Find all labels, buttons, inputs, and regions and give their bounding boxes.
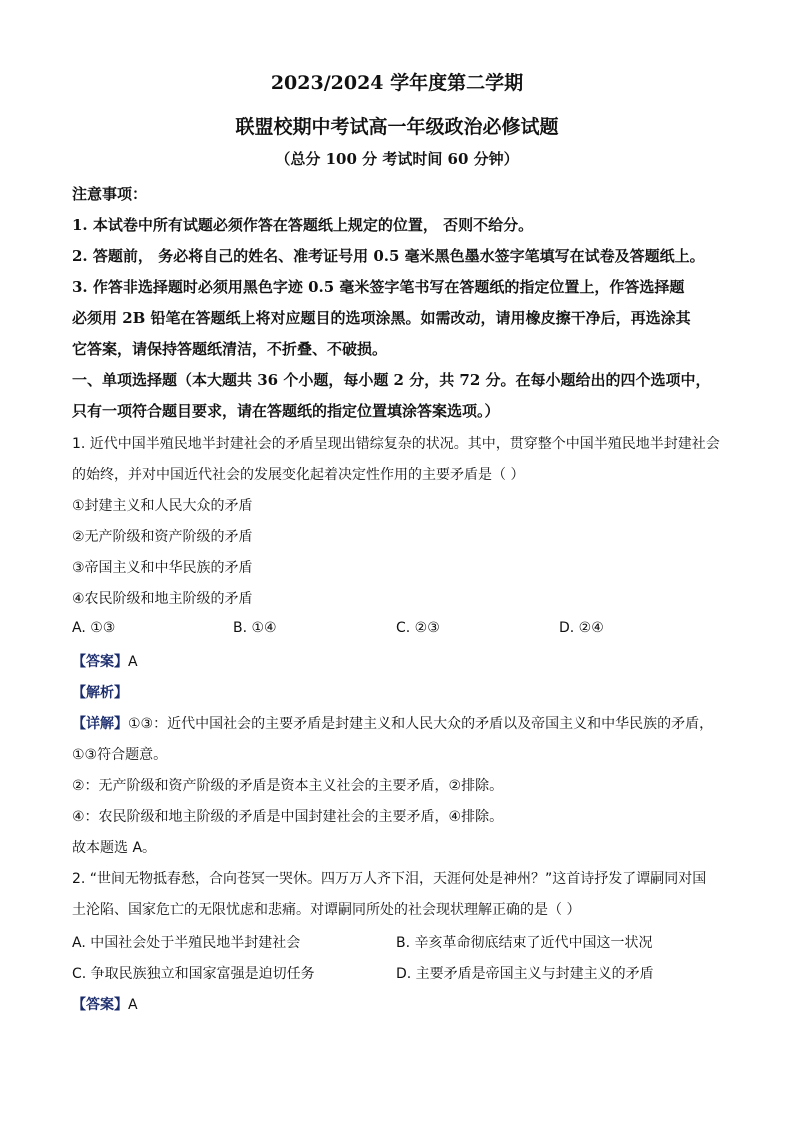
q1-option-a: A. ①③: [72, 620, 116, 636]
q2-option-d: D. 主要矛盾是帝国主义与封建主义的矛盾: [396, 966, 654, 982]
q1-item-4: ④农民阶级和地主阶级的矛盾: [72, 591, 253, 607]
q1-detail-line-2: ①③符合题意。: [72, 747, 168, 763]
title-line-2: 联盟校期中考试高一年级政治必修试题: [235, 116, 559, 138]
subtitle: （总分 100 分 考试时间 60 分钟）: [275, 150, 519, 168]
q1-answer-value: A: [128, 654, 138, 670]
notice-item-1: 1. 本试卷中所有试题必须作答在答题纸上规定的位置， 否则不给分。: [72, 216, 534, 234]
notice-item-3-line-2: 必须用 2B 铅笔在答题纸上将对应题目的选项涂黑。如需改动，请用橡皮擦干净后，再选涂其: [72, 309, 691, 327]
q1-item-3: ③帝国主义和中华民族的矛盾: [72, 560, 253, 576]
q2-stem-line-1: 2. “世间无物抵春愁，合向苍冥一哭休。四万万人齐下泪，天涯何处是神州？”这首诗抒发了谭嗣同对国: [72, 871, 707, 887]
q2-answer-value: A: [128, 997, 138, 1013]
q1-conclusion: 故本题选 A。: [72, 840, 157, 856]
q1-item-2: ②无产阶级和资产阶级的矛盾: [72, 529, 253, 545]
q1-answer-tag: 【答案】: [72, 654, 128, 670]
title-line-1: 2023/2024 学年度第二学期: [270, 72, 524, 94]
q2-option-a: A. 中国社会处于半殖民地半封建社会: [72, 935, 301, 951]
section-heading-line-1: 一、单项选择题（本大题共 36 个小题，每小题 2 分，共 72 分。在每小题给出的四个选项中，: [72, 371, 711, 389]
q2-stem-line-2: 土沦陷、国家危亡的无限忧虑和悲痛。对谭嗣同所处的社会现状理解正确的是（ ）: [72, 902, 581, 918]
q2-answer-tag: 【答案】: [72, 997, 128, 1013]
q1-detail-line-4: ④：农民阶级和地主阶级的矛盾是中国封建社会的主要矛盾，④排除。: [72, 809, 504, 825]
notice-heading: 注意事项：: [72, 185, 148, 203]
q2-option-b: B. 辛亥革命彻底结束了近代中国这一状况: [396, 935, 653, 951]
q1-stem-line-1: 1. 近代中国半殖民地半封建社会的矛盾呈现出错综复杂的状况。其中，贯穿整个中国半殖民地半封建社会: [72, 436, 720, 452]
q1-detail-line-1: ①③：近代中国社会的主要矛盾是封建主义和人民大众的矛盾以及帝国主义和中华民族的矛盾，: [128, 716, 714, 732]
q2-option-c: C. 争取民族独立和国家富强是迫切任务: [72, 966, 315, 982]
notice-item-2: 2. 答题前， 务必将自己的姓名、准考证号用 0.5 毫米黑色墨水签字笔填写在试卷及答题纸上。: [72, 247, 705, 265]
q1-analysis-row: [72, 682, 128, 702]
q1-detail-line-1-row: [72, 713, 713, 733]
q1-detail-tag: 【详解】: [72, 716, 128, 732]
q1-item-1: ①封建主义和人民大众的矛盾: [72, 498, 253, 514]
q1-detail-line-3: ②：无产阶级和资产阶级的矛盾是资本主义社会的主要矛盾，②排除。: [72, 778, 504, 794]
notice-item-3-line-1: 3. 作答非选择题时必须用黑色字迹 0.5 毫米签字笔书写在答题纸的指定位置上，作答选择题: [72, 278, 685, 296]
section-heading-line-2: 只有一项符合题目要求，请在答题纸的指定位置填涂答案选项。）: [72, 402, 500, 420]
q1-option-d: D. ②④: [559, 620, 604, 636]
q1-option-c: C. ②③: [396, 620, 440, 636]
q1-stem-line-2: 的始终，并对中国近代社会的发展变化起着决定性作用的主要矛盾是（ ）: [72, 467, 525, 483]
q2-answer-row: [72, 994, 138, 1014]
notice-item-3-line-3: 它答案，请保持答题纸清洁，不折叠、不破损。: [72, 340, 388, 358]
q1-answer-row: [72, 651, 138, 671]
q1-analysis-tag: 【解析】: [72, 685, 128, 701]
q1-option-b: B. ①④: [233, 620, 277, 636]
